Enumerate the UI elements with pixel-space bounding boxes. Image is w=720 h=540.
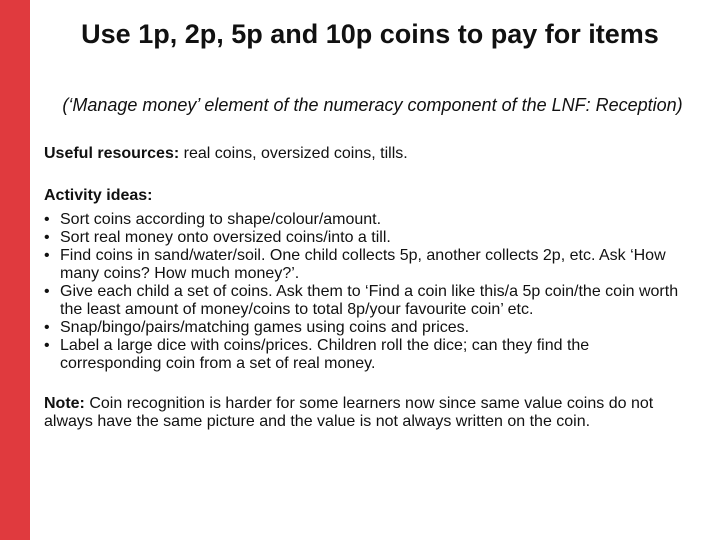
resources-label: Useful resources: bbox=[44, 145, 180, 162]
bullet-icon: • bbox=[44, 283, 50, 300]
activity-idea-item bbox=[44, 211, 684, 229]
note-label: Note: bbox=[44, 395, 85, 412]
activity-idea-text: Give each child a set of coins. Ask them to ‘Find a coin like this/a 5p coin/the coin worth the least amount of money/coins to total 8p/your favourite coin’ etc. bbox=[60, 283, 679, 318]
bullet-icon: • bbox=[44, 211, 50, 228]
activity-ideas-list bbox=[44, 211, 684, 373]
useful-resources bbox=[44, 144, 684, 163]
page-subtitle: (‘Manage money’ element of the numeracy component of the LNF: Reception) bbox=[62, 95, 683, 115]
resources-text: real coins, oversized coins, tills. bbox=[179, 145, 408, 162]
page-title: Use 1p, 2p, 5p and 10p coins to pay for items bbox=[81, 19, 659, 49]
bullet-icon: • bbox=[44, 319, 50, 336]
activity-idea-item bbox=[44, 319, 684, 337]
accent-bar bbox=[0, 0, 30, 540]
activity-idea-text: Label a large dice with coins/prices. Children roll the dice; can they find the corresponding coin from a set of real money. bbox=[60, 337, 590, 372]
activity-idea-item bbox=[44, 337, 684, 373]
slide-content bbox=[44, 144, 684, 431]
activity-idea-item bbox=[44, 247, 684, 283]
activity-idea-text: Sort coins according to shape/colour/amount. bbox=[60, 211, 382, 228]
activity-ideas-heading: Activity ideas: bbox=[44, 187, 153, 204]
activity-idea-text: Sort real money onto oversized coins/into a till. bbox=[60, 229, 391, 246]
bullet-icon: • bbox=[44, 247, 50, 264]
note bbox=[44, 395, 684, 431]
activity-idea-item bbox=[44, 283, 684, 319]
bullet-icon: • bbox=[44, 337, 50, 354]
note-text: Coin recognition is harder for some learners now since same value coins do not always have the same picture and the value is not always written on the coin. bbox=[44, 395, 654, 430]
activity-idea-text: Snap/bingo/pairs/matching games using coins and prices. bbox=[60, 319, 470, 336]
activity-idea-text: Find coins in sand/water/soil. One child collects 5p, another collects 2p, etc. Ask ‘How many coins? How much money?’. bbox=[60, 247, 666, 282]
bullet-icon: • bbox=[44, 229, 50, 246]
activity-idea-item bbox=[44, 229, 684, 247]
